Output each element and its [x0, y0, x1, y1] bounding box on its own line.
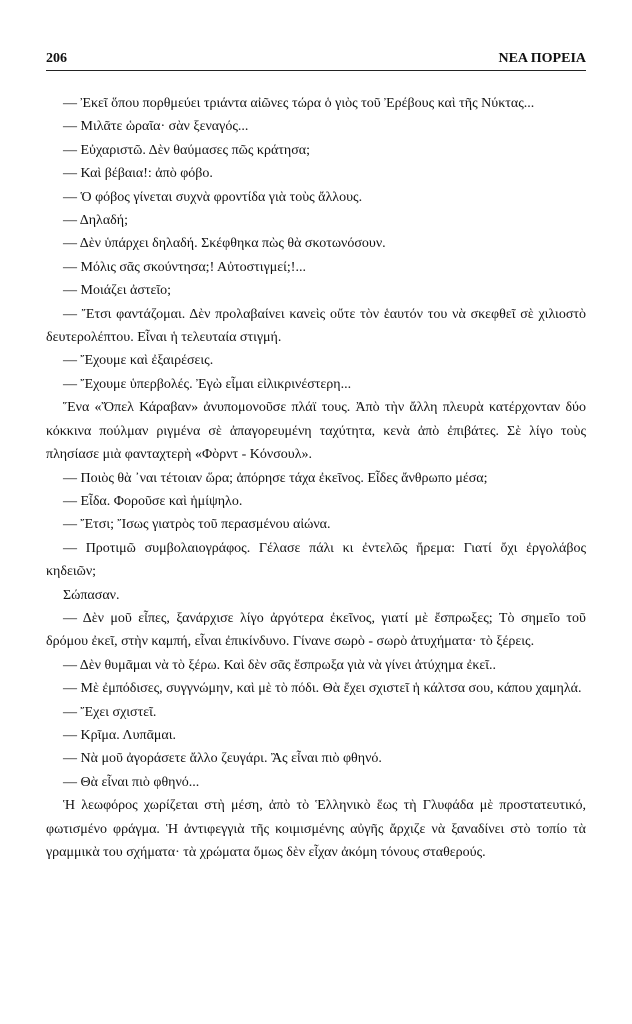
paragraph: Σώπασαν. — [63, 587, 120, 603]
paragraph: — Κρῖμα. Λυπᾶμαι. — [63, 727, 177, 743]
paragraph: Ἕνα «Ὄπελ Κάραβαν» ἀνυπομονοῦσε πλάϊ τους. Ἀπὸ τὴν ἄλλη πλευρὰ κατέρχονταν δύο κόκκινα πούλμαν ριγμένα σὲ ἀπαγορευμένη ταχύτητα, κενὰ ἀπὸ ἐπιβάτες. Σὲ λίγο τοὺς πλησίασε μιὰ φανταχτερὴ «Φὸρντ - Κόνσουλ». — [46, 400, 586, 463]
paragraph: — Ἔτσι; Ἴσως γιατρὸς τοῦ περασμένου αἰώνα. — [63, 517, 331, 533]
paragraph: — Μόλις σᾶς σκούντησα;! Αὐτοστιγμεί;!... — [63, 259, 306, 275]
paragraph: Ἡ λεωφόρος χωρίζεται στὴ μέση, ἀπὸ τὸ Ἑλληνικὸ ἕως τὴ Γλυφάδα μὲ προστατευτικό, φωτισμένο φράγμα. Ἡ ἀντιφεγγιὰ τῆς κοιμισμένης αὐγῆς ἄρχιζε νὰ ξαναδίνει στὸ τοπίο τὰ γραμμικὰ του σχήματα· τὰ χρώματα ὅμως δὲν εἶχαν ἀκόμη τόνους σταθερούς. — [46, 798, 586, 860]
paragraph: — Ἔτσι φαντάζομαι. Δὲν προλαβαίνει κανεὶς οὔτε τὸν ἑαυτόν του νὰ σκεφθεῖ σὲ χιλιοστὸ δευτερολέπτου. Εἶναι ἡ τελευταία στιγμή. — [46, 306, 586, 346]
paragraph: — Θὰ εἶναι πιὸ φθηνό... — [63, 774, 200, 790]
paragraph: — Μοιάζει ἀστεῖο; — [63, 283, 172, 299]
paragraph: — Καὶ βέβαια!: ἀπὸ φόβο. — [63, 166, 213, 182]
paragraph: — Δὲν μοῦ εἶπες, ξανάρχισε λίγο ἀργότερα ἐκεῖνος, γιατί μὲ ἔσπρωξες; Τὸ σημεῖο τοῦ δρόμου ἐκεῖ, στὴν καμπή, εἶναι ἐπικίνδυνο. Γίνανε σωρὸ - σωρὸ ἀτυχήματα· τὸ ξέρεις. — [46, 610, 586, 650]
running-header — [46, 50, 586, 71]
paragraph: — Ἔχουμε καὶ ἐξαιρέσεις. — [63, 353, 214, 369]
paragraph: — Ἔχει σχιστεῖ. — [63, 704, 157, 720]
book-page — [46, 50, 586, 864]
paragraph: — Ποιὸς θὰ ᾽ναι τέτοιαν ὥρα; ἀπόρησε τάχα ἐκεῖνος. Εἶδες ἄνθρωπο μέσα; — [63, 470, 488, 486]
paragraph: — Εὐχαριστῶ. Δὲν θαύμασες πῶς κράτησα; — [63, 142, 311, 158]
paragraph: — Ἔχουμε ὑπερβολές. Ἐγὼ εἶμαι εἰλικρινέστερη... — [63, 376, 352, 392]
paragraph: — Εἶδα. Φοροῦσε καὶ ἡμίψηλο. — [63, 493, 243, 509]
paragraph: — Δηλαδή; — [63, 213, 128, 229]
page-number: 206 — [46, 51, 67, 66]
paragraph: — Δὲν θυμᾶμαι νὰ τὸ ξέρω. Καὶ δὲν σᾶς ἔσπρωξα γιὰ νὰ γίνει ἀτύχημα ἐκεῖ.. — [63, 657, 497, 673]
paragraph: — Προτιμῶ συμβολαιογράφος. Γέλασε πάλι κι ἐντελῶς ἤρεμα: Γιατί ὄχι ἐργολάβος κηδειῶν; — [46, 540, 586, 580]
paragraph: — Ἐκεῖ ὅπου πορθμεύει τριάντα αἰῶνες τώρα ὁ γιὸς τοῦ Ἐρέβους καὶ τῆς Νύκτας... — [63, 96, 535, 111]
paragraph: — Νὰ μοῦ ἀγοράσετε ἄλλο ζευγάρι. Ἂς εἶναι πιὸ φθηνό. — [63, 751, 382, 767]
body-text — [46, 92, 586, 864]
paragraph: — Μὲ ἐμπόδισες, συγγνώμην, καὶ μὲ τὸ πόδι. Θὰ ἔχει σχιστεῖ ἡ κάλτσα σου, κάπου χαμηλά. — [63, 681, 582, 697]
paragraph: — Ὁ φόβος γίνεται συχνὰ φροντίδα γιὰ τοὺς ἄλλους. — [63, 189, 363, 205]
paragraph: — Μιλᾶτε ὡραῖα· σὰν ξεναγός... — [63, 119, 249, 135]
running-title: ΝΕΑ ΠΟΡΕΙΑ — [498, 51, 586, 66]
paragraph: — Δὲν ὑπάρχει δηλαδή. Σκέφθηκα πὼς θὰ σκοτωνόσουν. — [63, 236, 386, 252]
